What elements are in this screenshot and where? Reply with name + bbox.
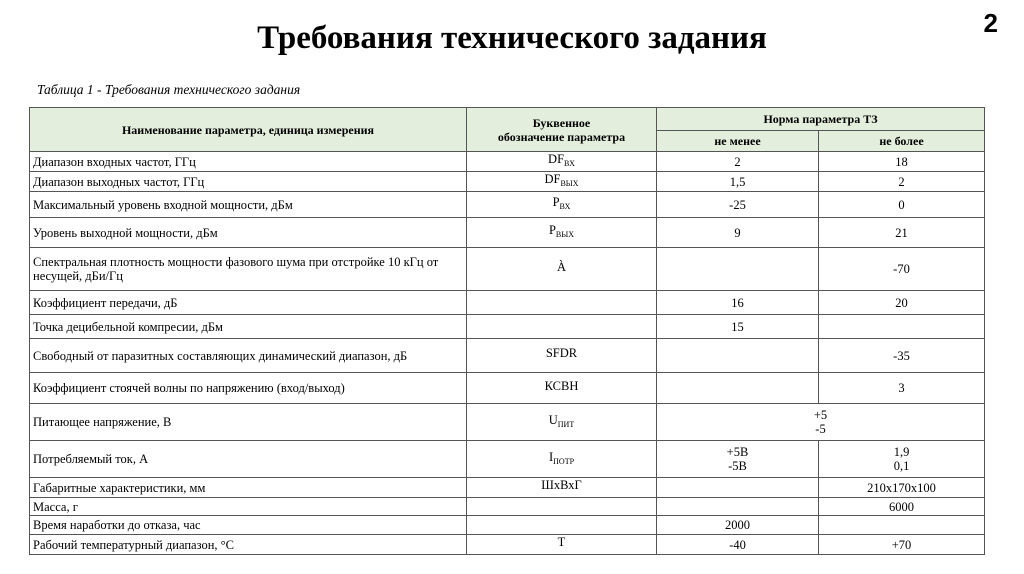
header-min: не менее — [657, 131, 819, 152]
symbol-main: DF — [548, 152, 565, 166]
symbol-main: P — [548, 223, 556, 237]
row-symbol — [467, 516, 657, 535]
row-name: Питающее напряжение, В — [30, 404, 467, 441]
row-max: 21 — [819, 218, 985, 248]
table-row — [30, 404, 985, 441]
row-min: -40 — [657, 535, 819, 555]
table-row — [30, 192, 985, 218]
row-name: Спектральная плотность мощности фазового шума при отстройке 10 кГц от несущей, дБи/Гц — [30, 248, 467, 291]
row-max: -70 — [819, 248, 985, 291]
table-row — [30, 291, 985, 315]
row-name: Максимальный уровень входной мощности, дБм — [30, 192, 467, 218]
header-max: не более — [819, 131, 985, 152]
row-symbol — [467, 218, 657, 248]
row-name: Рабочий температурный диапазон, °С — [30, 535, 467, 555]
row-name: Уровень выходной мощности, дБм — [30, 218, 467, 248]
row-symbol — [467, 373, 657, 404]
symbol-main: À — [556, 259, 567, 274]
row-symbol — [467, 478, 657, 498]
slide-title: Требования технического задания — [257, 20, 767, 56]
symbol-main: DF — [544, 172, 561, 186]
row-name: Масса, г — [30, 498, 467, 516]
row-max: 6000 — [819, 498, 985, 516]
table-row — [30, 478, 985, 498]
symbol-main: T — [557, 535, 566, 549]
min-line1: +5В — [726, 445, 749, 459]
symbol-sub: ВЫХ — [555, 230, 575, 239]
row-name: Коэффициент стоячей волны по напряжению (вход/выход) — [30, 373, 467, 404]
row-max: +70 — [819, 535, 985, 555]
symbol-main: КСВН — [544, 378, 579, 393]
header-symbol-line1: Буквенное — [532, 115, 591, 130]
row-symbol — [467, 192, 657, 218]
row-name: Диапазон выходных частот, ГГц — [30, 172, 467, 192]
table-row — [30, 516, 985, 535]
row-max: 3 — [819, 373, 985, 404]
row-max — [819, 441, 985, 478]
row-min — [657, 339, 819, 373]
row-name: Потребляемый ток, А — [30, 441, 467, 478]
row-symbol — [467, 404, 657, 441]
row-min — [657, 478, 819, 498]
norm-line1: +5 — [813, 408, 828, 422]
max-line1: 1,9 — [893, 445, 910, 459]
row-name: Время наработки до отказа, час — [30, 516, 467, 535]
row-symbol — [467, 498, 657, 516]
row-max: -35 — [819, 339, 985, 373]
max-line2: 0,1 — [893, 459, 910, 473]
row-symbol — [467, 172, 657, 192]
row-min: -25 — [657, 192, 819, 218]
header-norm: Норма параметра ТЗ — [657, 108, 985, 131]
row-min: 2000 — [657, 516, 819, 535]
row-symbol — [467, 248, 657, 291]
symbol-sub: ВХ — [559, 202, 571, 211]
symbol-main: ШхВхГ — [541, 478, 582, 492]
row-min: 1,5 — [657, 172, 819, 192]
header-symbol-line2: обозначение параметра — [497, 129, 626, 144]
table-row — [30, 172, 985, 192]
row-symbol — [467, 152, 657, 172]
row-max: 20 — [819, 291, 985, 315]
header-symbol — [467, 108, 657, 152]
table-row — [30, 248, 985, 291]
row-max: 210х170х100 — [819, 478, 985, 498]
min-line2: -5В — [728, 459, 747, 473]
row-symbol — [467, 441, 657, 478]
row-name: Точка децибельной компресии, дБм — [30, 315, 467, 339]
row-min — [657, 498, 819, 516]
row-name: Диапазон входных частот, ГГц — [30, 152, 467, 172]
row-merged-norm — [657, 404, 985, 441]
page-number: 2 — [983, 8, 998, 38]
row-min — [657, 248, 819, 291]
symbol-main: SFDR — [545, 346, 578, 360]
row-symbol — [467, 339, 657, 373]
symbol-main: U — [548, 412, 558, 427]
row-max — [819, 315, 985, 339]
row-symbol — [467, 291, 657, 315]
symbol-sub: ВХ — [564, 159, 575, 168]
row-min: 15 — [657, 315, 819, 339]
row-max: 2 — [819, 172, 985, 192]
row-max: 18 — [819, 152, 985, 172]
row-name: Коэффициент передачи, дБ — [30, 291, 467, 315]
symbol-main: P — [552, 195, 560, 209]
row-name: Габаритные характеристики, мм — [30, 478, 467, 498]
symbol-sub: ВЫХ — [560, 179, 579, 188]
row-min: 9 — [657, 218, 819, 248]
requirements-table — [29, 107, 985, 555]
symbol-sub: ПИТ — [557, 419, 575, 429]
table-row — [30, 373, 985, 404]
table-row — [30, 498, 985, 516]
row-symbol — [467, 315, 657, 339]
row-max — [819, 516, 985, 535]
header-param: Наименование параметра, единица измерения — [30, 108, 467, 152]
symbol-main: I — [548, 449, 554, 464]
symbol-sub: ПОТР — [553, 456, 575, 466]
row-max: 0 — [819, 192, 985, 218]
norm-line2: -5 — [815, 422, 826, 436]
row-symbol — [467, 535, 657, 555]
table-row — [30, 152, 985, 172]
table-row — [30, 218, 985, 248]
table-row — [30, 315, 985, 339]
row-min — [657, 441, 819, 478]
table-row — [30, 441, 985, 478]
row-min: 2 — [657, 152, 819, 172]
table-row — [30, 339, 985, 373]
row-min: 16 — [657, 291, 819, 315]
row-name: Свободный от паразитных составляющих динамический диапазон, дБ — [30, 339, 467, 373]
table-caption: Таблица 1 - Требования технического задания — [37, 82, 301, 97]
row-min — [657, 373, 819, 404]
table-row — [30, 535, 985, 555]
